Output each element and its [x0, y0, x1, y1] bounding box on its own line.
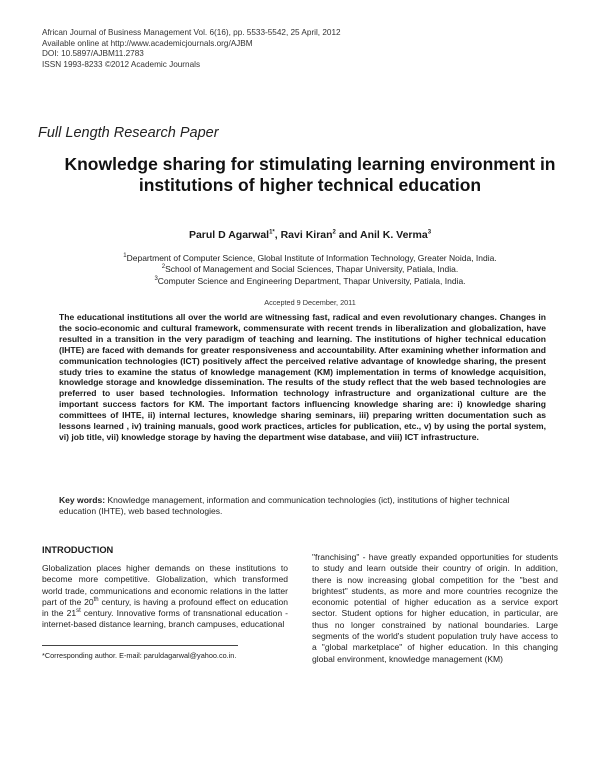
intro-text: century, is having a profound effect on education in the 21	[42, 596, 288, 619]
abstract: The educational institutions all over the world are witnessing fast, radical and even revolutionary changes. Changes in the socio-economic and cultural framework, commensurate with recent trends in liberalization and globalization, have resulted in a transition in the very paradigm of teaching and learning. The institutions of higher technical education (IHTE) are faced with demands for greater responsiveness and accountability. After examining whether information and communication technologies (ICT) positively affect the perceived relative advantage of knowledge sharing, the present study tries to examine the status of knowledge management (KM) implementation in terms of knowledge acquisition, knowledge storage and knowledge dissemination. The results of the study reflect that the web based technologies are preferred to user based technologies. Information technology infrastructure and organizational culture are the important success factors for KM. The important factors influencing knowledge sharing are: i) knowledge sharing committees of IHTE, ii) internal lectures, knowledge sharing seminars, iii) preparing written documentation such as lessons learned , iv) training manuals, good work practices, articles for publication, etc., v) by using the portal system, vi) job title, vii) knowledge storage by having the department wise database, and viii) ICT infrastructure.	[59, 312, 546, 442]
ordinal-sup: th	[93, 597, 99, 604]
keywords-text: Knowledge management, information and communication technologies (ict), institutions of higher technical education (IHTE), web based technologies.	[59, 495, 510, 517]
footnote-divider	[42, 645, 238, 646]
intro-left-column	[42, 563, 288, 631]
journal-header	[42, 28, 341, 70]
journal-citation: African Journal of Business Management Vol. 6(16), pp. 5533-5542, 25 April, 2012	[42, 28, 341, 37]
authors	[60, 229, 560, 241]
author-sup: 3	[427, 229, 432, 236]
section-heading: INTRODUCTION	[42, 545, 114, 555]
author-separator: ,	[274, 229, 281, 241]
paper-title: Knowledge sharing for stimulating learning environment in institutions of higher technical education	[64, 154, 556, 195]
author-name: Anil K. Verma	[360, 229, 428, 241]
intro-text: Globalization places higher demands on these institutions to become more competitive. Globalization, which transformed world trade, communications and economic relations in the latter part of the 20	[42, 563, 288, 607]
author-separator: and	[335, 229, 360, 241]
keywords	[59, 495, 546, 518]
ordinal-sup: st	[76, 608, 81, 615]
affiliation	[60, 253, 560, 264]
affiliation-sup: 1	[123, 253, 127, 260]
affiliation-sup: 3	[154, 275, 158, 282]
affiliation-text: Computer Science and Engineering Department, Thapar University, Patiala, India.	[157, 275, 466, 286]
affiliation	[60, 264, 560, 275]
author-name: Ravi Kiran	[280, 229, 333, 241]
author-name: Parul D Agarwal	[188, 229, 270, 241]
affiliation-sup: 2	[161, 264, 166, 271]
affiliation	[60, 276, 560, 287]
journal-doi: DOI: 10.5897/AJBM11.2783	[42, 49, 144, 59]
affiliation-text: School of Management and Social Sciences, Thapar University, Patiala, India.	[165, 264, 459, 275]
affiliation-text: Department of Computer Science, Global Institute of Information Technology, Greater Noida, India.	[126, 253, 497, 263]
author-sup: 1*	[269, 229, 275, 236]
footnote: *Corresponding author. E-mail: paruldagarwal@yahoo.co.in.	[42, 651, 237, 660]
intro-text: century. Innovative forms of transnational education - internet-based distance learning, branch campuses, educational	[42, 608, 288, 630]
author-sup: 2	[332, 229, 336, 236]
journal-url: Available online at http://www.academicjournals.org/AJBM	[42, 38, 253, 48]
accepted-date: Accepted 9 December, 2011	[264, 298, 356, 307]
keywords-label: Key words:	[59, 495, 106, 505]
paper-type: Full Length Research Paper	[38, 125, 219, 141]
affiliations	[60, 253, 560, 287]
journal-issn: ISSN 1993-8233 ©2012 Academic Journals	[42, 59, 201, 69]
intro-right-column: "franchising" - have greatly expanded opportunities for students to study and learn outside their country of origin. In addition, there is now increasing global competition for the "best and brightest" students, as more and more countries recognize the economic potential of higher education as a service export sector. Student options for higher education, in particular, are thus no longer constrained by national boundaries. Large segments of the world's student population truly have access to a "global marketplace" of higher education. In this changing global environment, knowledge management (KM)	[312, 552, 558, 664]
